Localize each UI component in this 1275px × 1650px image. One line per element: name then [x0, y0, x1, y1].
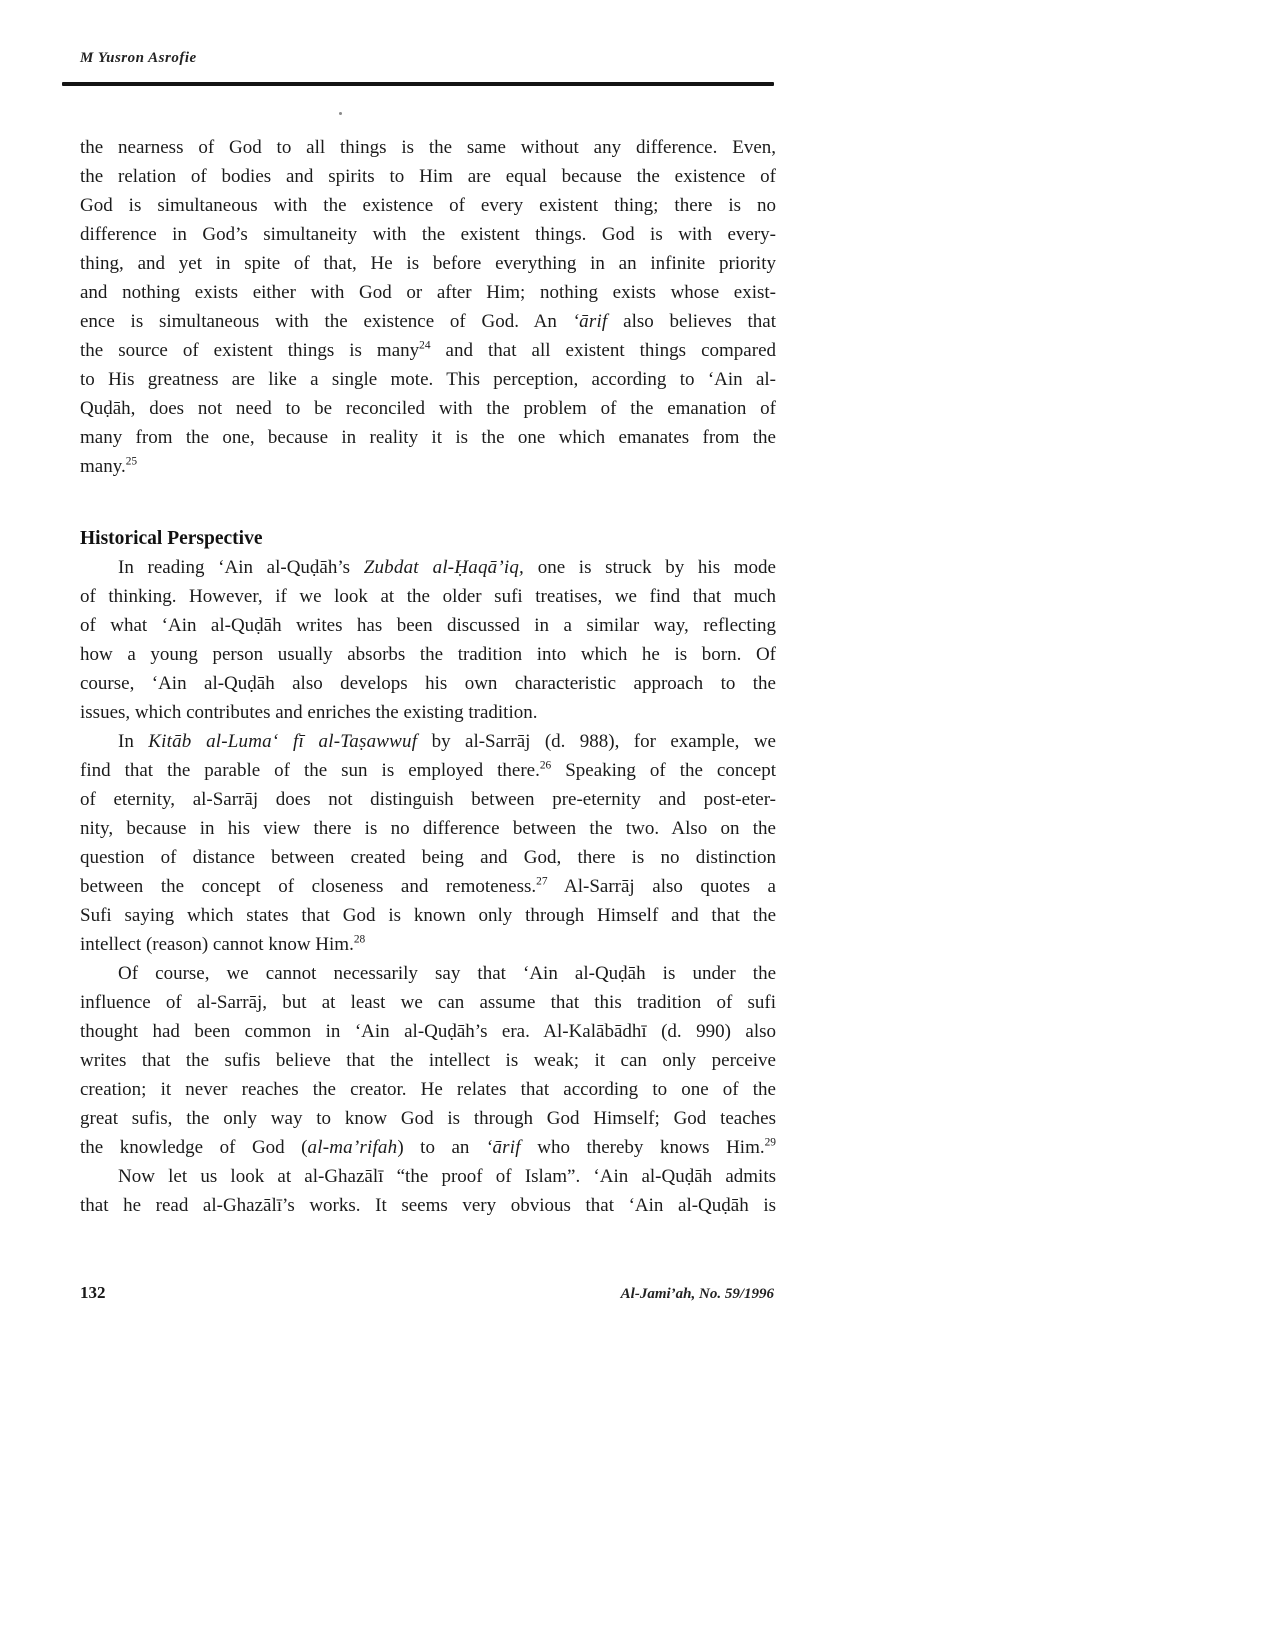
- text-line: God is simultaneous with the existence of every existent thing; there is no: [80, 195, 776, 216]
- text-line: In Kitāb al-Luma‘ fī al-Taṣawwuf by al-Sarrāj (d. 988), for example, we: [118, 731, 776, 752]
- text-line: the source of existent things is many$^{24}$ and that all existent things compared: [80, 339, 777, 361]
- section-heading: Historical Perspective: [80, 528, 263, 549]
- text-line: of thinking. However, if we look at the older sufi treatises, we find that much: [80, 586, 776, 607]
- paragraph: [80, 959, 776, 1162]
- page-footer: [80, 1283, 774, 1303]
- text-line: question of distance between created being and God, there is no distinction: [80, 847, 776, 868]
- text-line: Now let us look at al-Ghazālī “the proof of Islam”. ‘Ain al-Quḍāh admits: [118, 1166, 776, 1187]
- text-line: great sufis, the only way to know God is through God Himself; God teaches: [80, 1108, 776, 1129]
- paragraph: [80, 553, 776, 727]
- text-line: ence is simultaneous with the existence of God. An ‘ārif also believes that: [80, 311, 776, 332]
- text-line: Sufi saying which states that God is known only through Himself and that the: [80, 905, 776, 926]
- text-line: writes that the sufis believe that the intellect is weak; it can only perceive: [80, 1050, 776, 1071]
- text-line: nity, because in his view there is no difference between the two. Also on the: [80, 818, 776, 839]
- paragraph-group-after-heading: [80, 553, 776, 1220]
- text-line: Quḍāh, does not need to be reconciled with the problem of the emanation of: [80, 398, 776, 419]
- text-line: the nearness of God to all things is the same without any difference. Even,: [80, 137, 776, 158]
- text-line: the knowledge of God (al-ma’rifah) to an ‘ārif who thereby knows Him.$^{29}$: [80, 1136, 776, 1158]
- text-line: thing, and yet in spite of that, He is before everything in an infinite priority: [80, 253, 776, 274]
- paragraph-group-before-heading: [80, 133, 776, 481]
- article-body: [80, 133, 776, 1220]
- header-rule: [62, 82, 774, 86]
- text-line: In reading ‘Ain al-Quḍāh’s Zubdat al-Ḥaqā’iq, one is struck by his mode: [118, 557, 776, 578]
- scan-artifact-dot: [339, 112, 342, 115]
- text-line: course, ‘Ain al-Quḍāh also develops his own characteristic approach to the: [80, 673, 776, 694]
- page-number: 132: [80, 1283, 106, 1302]
- text-line: many from the one, because in reality it is the one which emanates from the: [80, 427, 776, 448]
- paragraph: [80, 133, 776, 481]
- paragraph: [80, 727, 776, 959]
- text-line: and nothing exists either with God or after Him; nothing exists whose exist-: [80, 282, 776, 303]
- running-header: [80, 50, 197, 67]
- text-line: influence of al-Sarrāj, but at least we can assume that this tradition of sufi: [80, 992, 776, 1013]
- text-line: difference in God’s simultaneity with the existent things. God is with every-: [80, 224, 776, 245]
- text-line: Of course, we cannot necessarily say that ‘Ain al-Quḍāh is under the: [118, 963, 776, 984]
- text-line: thought had been common in ‘Ain al-Quḍāh’s era. Al-Kalābādhī (d. 990) also: [80, 1021, 776, 1042]
- text-line: between the concept of closeness and remoteness.$^{27}$ Al-Sarrāj also quotes a: [80, 875, 776, 897]
- text-line: find that the parable of the sun is employed there.$^{26}$ Speaking of the concept: [80, 759, 776, 781]
- text-line: intellect (reason) cannot know Him.$^{28}$: [80, 933, 366, 955]
- text-line: the relation of bodies and spirits to Him are equal because the existence of: [80, 166, 776, 187]
- text-line: that he read al-Ghazālī’s works. It seems very obvious that ‘Ain al-Quḍāh is: [80, 1195, 776, 1216]
- text-line: many.$^{25}$: [80, 455, 138, 477]
- text-line: creation; it never reaches the creator. He relates that according to one of the: [80, 1079, 776, 1100]
- text-line: of what ‘Ain al-Quḍāh writes has been discussed in a similar way, reflecting: [80, 615, 776, 636]
- journal-reference: Al-Jami’ah, No. 59/1996: [620, 1286, 774, 1302]
- running-header-author: M Yusron Asrofie: [80, 50, 197, 66]
- text-line: how a young person usually absorbs the tradition into which he is born. Of: [80, 644, 776, 665]
- text-line: of eternity, al-Sarrāj does not distinguish between pre-eternity and post-eter-: [80, 789, 776, 810]
- text-line: issues, which contributes and enriches the existing tradition.: [80, 702, 538, 723]
- paragraph: [80, 1162, 776, 1220]
- text-line: to His greatness are like a single mote. This perception, according to ‘Ain al-: [80, 369, 776, 390]
